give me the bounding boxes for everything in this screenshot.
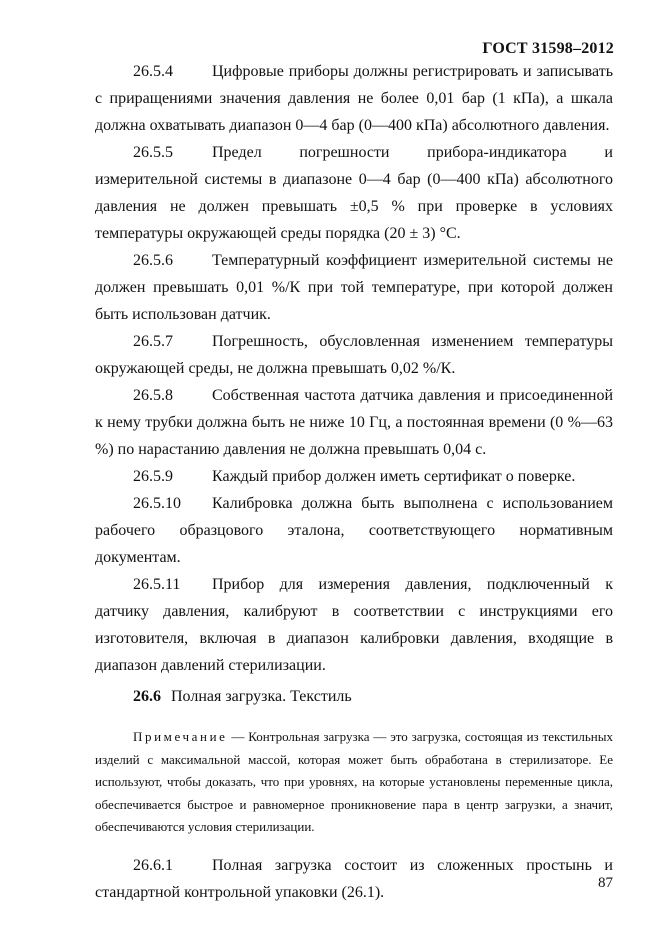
page-body	[95, 58, 613, 906]
clause-text: Температурный коэффициент измерительной системы не должен превышать 0,01 %/К при той температуре, при которой должен быть использован датчик.	[95, 252, 613, 323]
clause-text: Погрешность, обусловленная изменением температуры окружающей среды, не должна превышать 0,02 %/К.	[95, 333, 613, 377]
clause-26-5-4	[95, 58, 613, 139]
clause-text: Калибровка должна быть выполнена с использованием рабочего образцового эталона, соответствующего нормативным документам.	[95, 495, 613, 566]
clause-26-5-11	[95, 571, 613, 679]
clause-text: Прибор для измерения давления, подключенный к датчику давления, калибруют в соответствии с инструкциями его изготовителя, включая в диапазон калибровки давления, входящие в диапазон давлений стерилизации.	[95, 576, 613, 674]
clause-26-5-7	[95, 328, 613, 382]
clause-26-6-1	[95, 852, 613, 906]
clause-26-5-6	[95, 247, 613, 328]
note-text: — Контрольная загрузка — это загрузка, состоящая из текстильных изделий с максимальной массой, которая может быть обработана в стерилизаторе. Ее используют, чтобы доказать, что при уровнях, на которые установлены переменные цикла, обеспечивается быстрое и равномерное проникновение пара в центр загрузки, а значит, обеспечиваются условия стерилизации.	[95, 729, 614, 834]
clause-number: 26.5.10	[133, 495, 181, 512]
note-label: Примечание	[133, 729, 228, 744]
section-number: 26.6	[133, 688, 161, 705]
clause-26-5-9	[95, 463, 613, 490]
clause-26-5-10	[95, 490, 613, 571]
clause-number: 26.5.4	[133, 63, 173, 80]
clause-number: 26.5.7	[133, 333, 173, 350]
section-heading	[95, 683, 613, 710]
clause-26-5-8	[95, 382, 613, 463]
clause-text: Каждый прибор должен иметь сертификат о поверке.	[212, 468, 576, 485]
clause-number: 26.5.5	[133, 144, 173, 161]
clause-number: 26.6.1	[133, 856, 173, 874]
clause-number: 26.5.9	[133, 468, 173, 485]
clause-number: 26.5.8	[133, 387, 173, 404]
clause-number: 26.5.6	[133, 252, 173, 269]
clause-26-5-5	[95, 139, 613, 247]
clause-text: Собственная частота датчика давления и присоединенной к нему трубки должна быть не ниже 10 Гц, а постоянная времени (0 %—63 %) по нарастанию давления не должна превышать 0,04 с.	[95, 387, 613, 458]
clause-text: Цифровые приборы должны регистрировать и записывать с приращениями значения давления не более 0,01 бар (1 кПа), а шкала должна охватывать диапазон 0—4 бар (0—400 кПа) абсолютного давления.	[95, 63, 613, 134]
section-title: Полная загрузка. Текстиль	[171, 688, 352, 705]
clause-text: Предел погрешности прибора-индикатора и измерительной системы в диапазоне 0—4 бар (0—400 кПа) абсолютного давления не должен превышать ±0,5 % при проверке в условиях температуры окружающей среды порядка (20 ± 3) °С.	[95, 144, 613, 242]
clause-text: Полная загрузка состоит из сложенных простынь и стандартной контрольной упаковки (26.1).	[95, 856, 613, 901]
note-block	[95, 726, 613, 839]
document-header: ГОСТ 31598–2012	[482, 40, 614, 57]
page-number: 87	[598, 875, 613, 891]
clause-number: 26.5.11	[133, 576, 181, 593]
